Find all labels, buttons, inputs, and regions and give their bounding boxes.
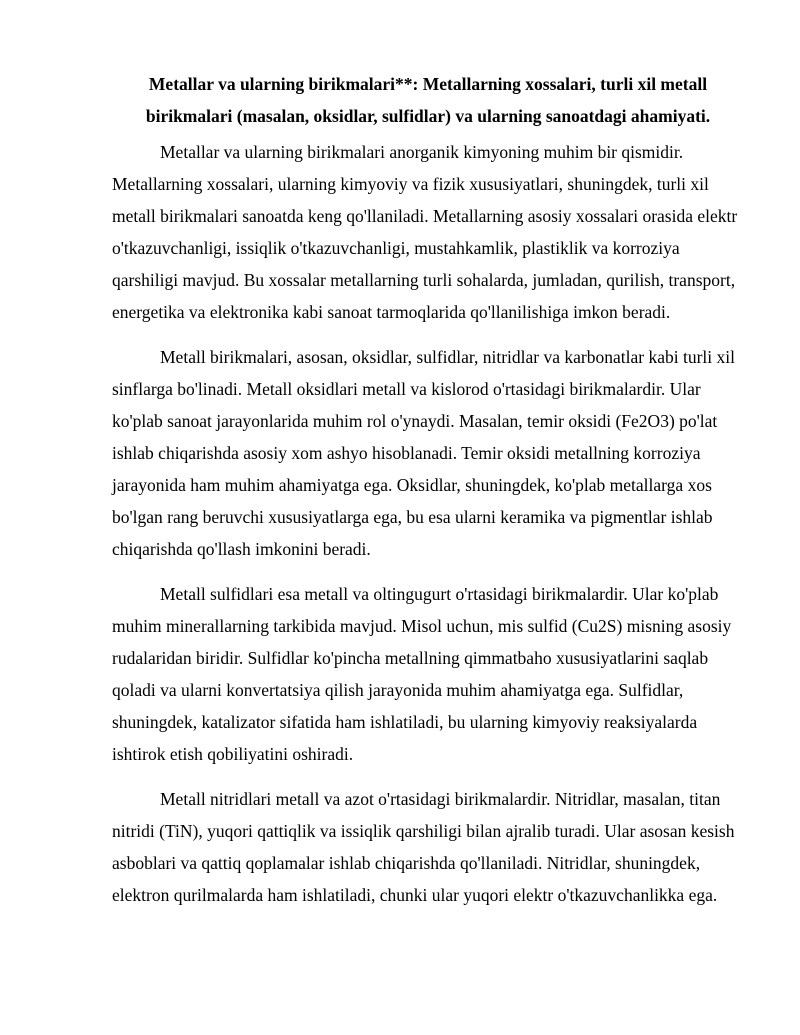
document-page — [112, 68, 744, 911]
paragraph-sulfides: Metall sulfidlari esa metall va oltingugurt o'rtasidagi birikmalardir. Ular ko'plab muhim minerallarning tarkibida mavjud. Misol uchun, mis sulfid (Cu2S) misning asosiy rudalaridan biridir. Sulfidlar ko'pincha metallning qimmatbaho xususiyatlarini saqlab qoladi va ularni konvertatsiya qilish jarayonida muhim ahamiyatga ega. Sulfidlar, shuningdek, katalizator sifatida ham ishlatiladi, bu ularning kimyoviy reaksiyalarda ishtirok etish qobiliyatini oshiradi. — [112, 584, 732, 764]
paragraph-oxides: Metall birikmalari, asosan, oksidlar, sulfidlar, nitridlar va karbonatlar kabi turli xil sinflarga bo'linadi. Metall oksidlari metall va kislorod o'rtasidagi birikmalardir. Ular ko'plab sanoat jarayonlarida muhim rol o'ynaydi. Masalan, temir oksidi (Fe2O3) po'lat ishlab chiqarishda asosiy xom ashyo hisoblanadi. Temir oksidi metallning korroziya jarayonida ham muhim ahamiyatga ega. Oksidlar, shuningdek, ko'plab metallarga xos bo'lgan rang beruvchi xususiyatlarga ega, bu esa ularni keramika va pigmentlar ishlab chiqarishda qo'llash imkonini beradi. — [112, 347, 735, 559]
paragraph-intro: Metallar va ularning birikmalari anorganik kimyoning muhim bir qismidir. Metallarning xossalari, ularning kimyoviy va fizik xususiyatlari, shuningdek, turli xil metall birikmalari sanoatda keng qo'llaniladi. Metallarning asosiy xossalari orasida elektr o'tkazuvchanligi, issiqlik o'tkazuvchanligi, mustahkamlik, plastiklik va korroziya qarshiligi mavjud. Bu xossalar metallarning turli sohalarda, jumladan, qurilish, transport, energetika va elektronika kabi sanoat tarmoqlarida qo'llanilishiga imkon beradi. — [112, 142, 738, 322]
document-title: Metallar va ularning birikmalari**: Metallarning xossalari, turli xil metall birikmalari (masalan, oksidlar, sulfidlar) va ularning sanoatdagi ahamiyati. — [145, 74, 711, 126]
paragraph-nitrides: Metall nitridlari metall va azot o'rtasidagi birikmalardir. Nitridlar, masalan, titan nitridi (TiN), yuqori qattiqlik va issiqlik qarshiligi bilan ajralib turadi. Ular asosan kesish asboblari va qattiq qoplamalar ishlab chiqarishda qo'llaniladi. Nitridlar, shuningdek, elektron qurilmalarda ham ishlatiladi, chunki ular yuqori elektr o'tkazuvchanlikka ega. — [112, 789, 735, 905]
